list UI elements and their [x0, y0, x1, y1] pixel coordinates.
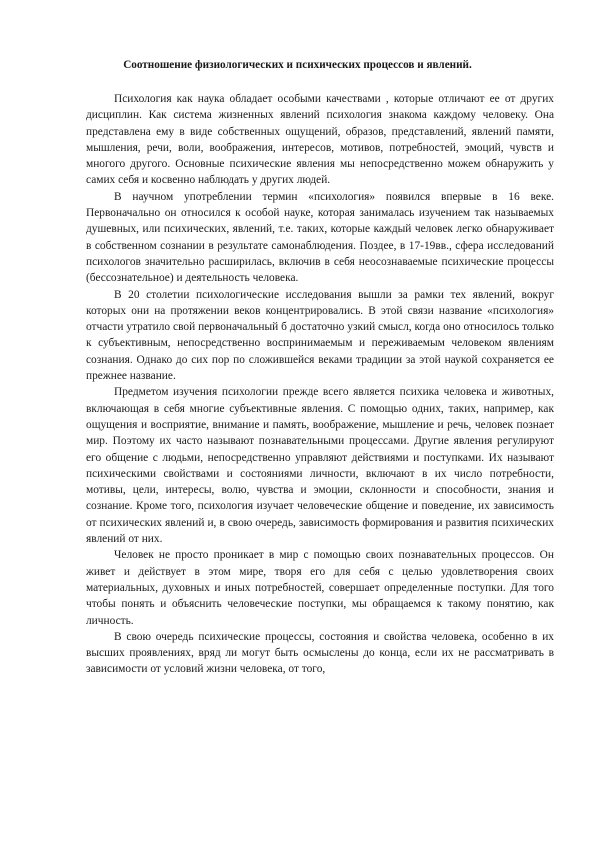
paragraph: Человек не просто проникает в мир с помощью своих познавательных процессов. Он живет и действует в этом мире, творя его для себя с целью удовлетворения своих материальных, духовных и иных потребностей, совершает определенные поступки. Для того чтобы понять и объяснить человеческие поступки, мы обращаемся к такому понятию, как личность.: [86, 549, 554, 627]
paragraph: В научном употреблении термин «психология» появился впервые в 16 веке. Первоначально он относился к особой науке, которая занималась изучением так называемых душевных, или психических, явлений, т.е. таких, которые каждый человек легко обнаруживает в собственном сознании в результате самонаблюдения. Поздее, в 17-19вв., сфера исследований психологов значительно расширилась, включив в себя неосознаваемые психические процессы (бессознательное) и деятельность человека.: [86, 190, 554, 285]
document-body: [86, 91, 554, 678]
document-title: Соотношение физиологических и психических процессов и явлений.: [123, 59, 472, 71]
paragraph: Психология как наука обладает особыми качествами , которые отличают ее от других дисциплин. Как система жизненных явлений психология знакома каждому человеку. Она представлена ему в виде собственных ощущений, образов, представлений, явлений памяти, мышления, речи, воли, воображения, интересов, мотивов, потребностей, эмоций, чувств и многого другого. Основные психические явления мы непосредственно можем обнаружить у самих себя и косвенно наблюдать у других людей.: [86, 93, 554, 187]
paragraph: Предметом изучения психологии прежде всего является психика человека и животных, включающая в себя многие субъективные явления. С помощью одних, таких, например, как ощущения и восприятие, внимание и память, воображение, мышление и речь, человек познает мир. Поэтому их часто называют познавательными процессами. Другие явления регулируют его общение с людьми, непосредственно управляют действиями и поступками. Их называют психическими свойствами и состояниями личности, включают в их число потребности, мотивы, цели, интересы, волю, чувства и эмоции, склонности и способности, знания и сознание. Кроме того, психология изучает человеческие общение и поведение, их зависимость от психических явлений и, в свою очередь, зависимость формирования и развития психических явлений от них.: [86, 386, 554, 546]
paragraph: В 20 столетии психологические исследования вышли за рамки тех явлений, вокруг которых они на протяжении веков концентрировались. В этой связи название «психология» отчасти утратило свой первоначальный б достаточно узкий смысл, когда оно относилось только к субъективным, непосредственно воспринимаемым и переживаемым человеком явлениям сознания. Однако до сих пор по сложившейся веками традиции за этой наукой сохраняется ее прежнее название.: [86, 288, 554, 383]
paragraph: В свою очередь психические процессы, состояния и свойства человека, особенно в их высших проявлениях, вряд ли могут быть осмыслены до конца, если их не рассматривать в зависимости от условий жизни человека, от того,: [86, 630, 554, 676]
